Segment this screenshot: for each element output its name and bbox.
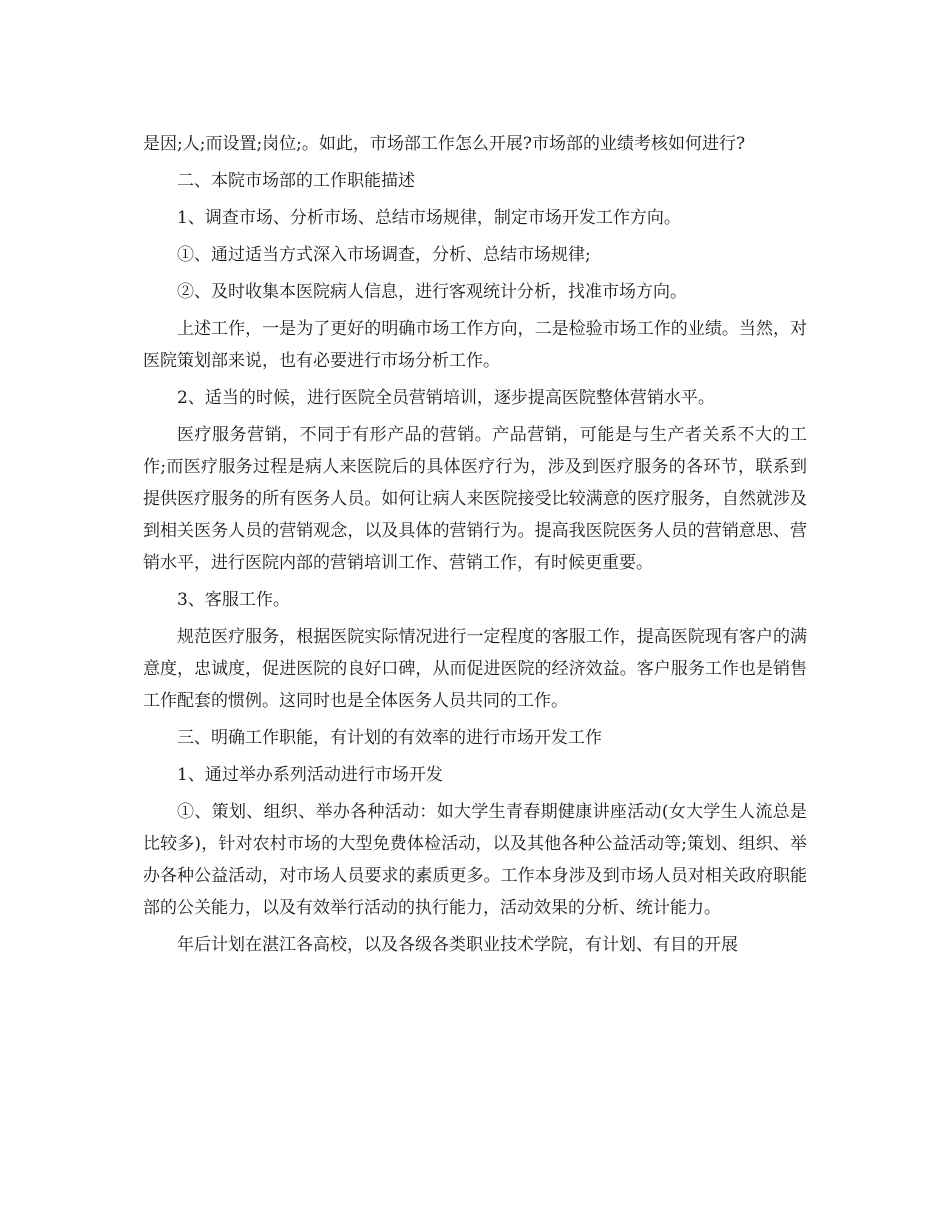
document-body	[143, 128, 807, 966]
paragraph: 医疗服务营销，不同于有形产品的营销。产品营销，可能是与生产者关系不大的工作;而医疗服务过程是病人来医院后的具体医疗行为，涉及到医疗服务的各环节，联系到提供医疗服务的所有医务人员。如何让病人来医院接受比较满意的医疗服务，自然就涉及到相关医务人员的营销观念，以及具体的营销行为。提高我医院医务人员的营销意思、营销水平，进行医院内部的营销培训工作、营销工作，有时候更重要。	[143, 425, 807, 573]
list-item: 2、适当的时候，进行医院全员营销培训，逐步提高医院整体营销水平。	[177, 388, 715, 408]
list-item: 1、通过举办系列活动进行市场开发	[177, 765, 443, 785]
section-heading: 二、本院市场部的工作职能描述	[177, 171, 415, 191]
paragraph: 上述工作，一是为了更好的明确市场工作方向，二是检验市场工作的业绩。当然，对医院策划部来说，也有必要进行市场分析工作。	[143, 319, 807, 371]
sub-list-item: ①、通过适当方式深入市场调查，分析、总结市场规律;	[177, 245, 591, 265]
sub-list-item: ①、策划、组织、举办各种活动：如大学生青春期健康讲座活动(女大学生人流总是比较多)，针对农村市场的大型免费体检活动，以及其他各种公益活动等;策划、组织、举办各种公益活动，对市场人员要求的素质更多。工作本身涉及到市场人员对相关政府职能部的公关能力，以及有效举行活动的执行能力，活动效果的分析、统计能力。	[143, 802, 807, 918]
paragraph: 年后计划在湛江各高校，以及各级各类职业技术学院，有计划、有目的开展	[177, 935, 738, 955]
paragraph: 规范医疗服务，根据医院实际情况进行一定程度的客服工作，提高医院现有客户的满意度，忠诚度，促进医院的良好口碑，从而促进医院的经济效益。客户服务工作也是销售工作配套的惯例。这同时也是全体医务人员共同的工作。	[143, 627, 807, 711]
list-item: 1、调查市场、分析市场、总结市场规律，制定市场开发工作方向。	[177, 208, 681, 228]
section-heading: 三、明确工作职能，有计划的有效率的进行市场开发工作	[177, 728, 602, 748]
sub-list-item: ②、及时收集本医院病人信息，进行客观统计分析，找准市场方向。	[177, 282, 687, 302]
list-item: 3、客服工作。	[177, 590, 290, 610]
paragraph: 是因;人;而设置;岗位;。如此，市场部工作怎么开展?市场部的业绩考核如何进行?	[143, 134, 746, 154]
